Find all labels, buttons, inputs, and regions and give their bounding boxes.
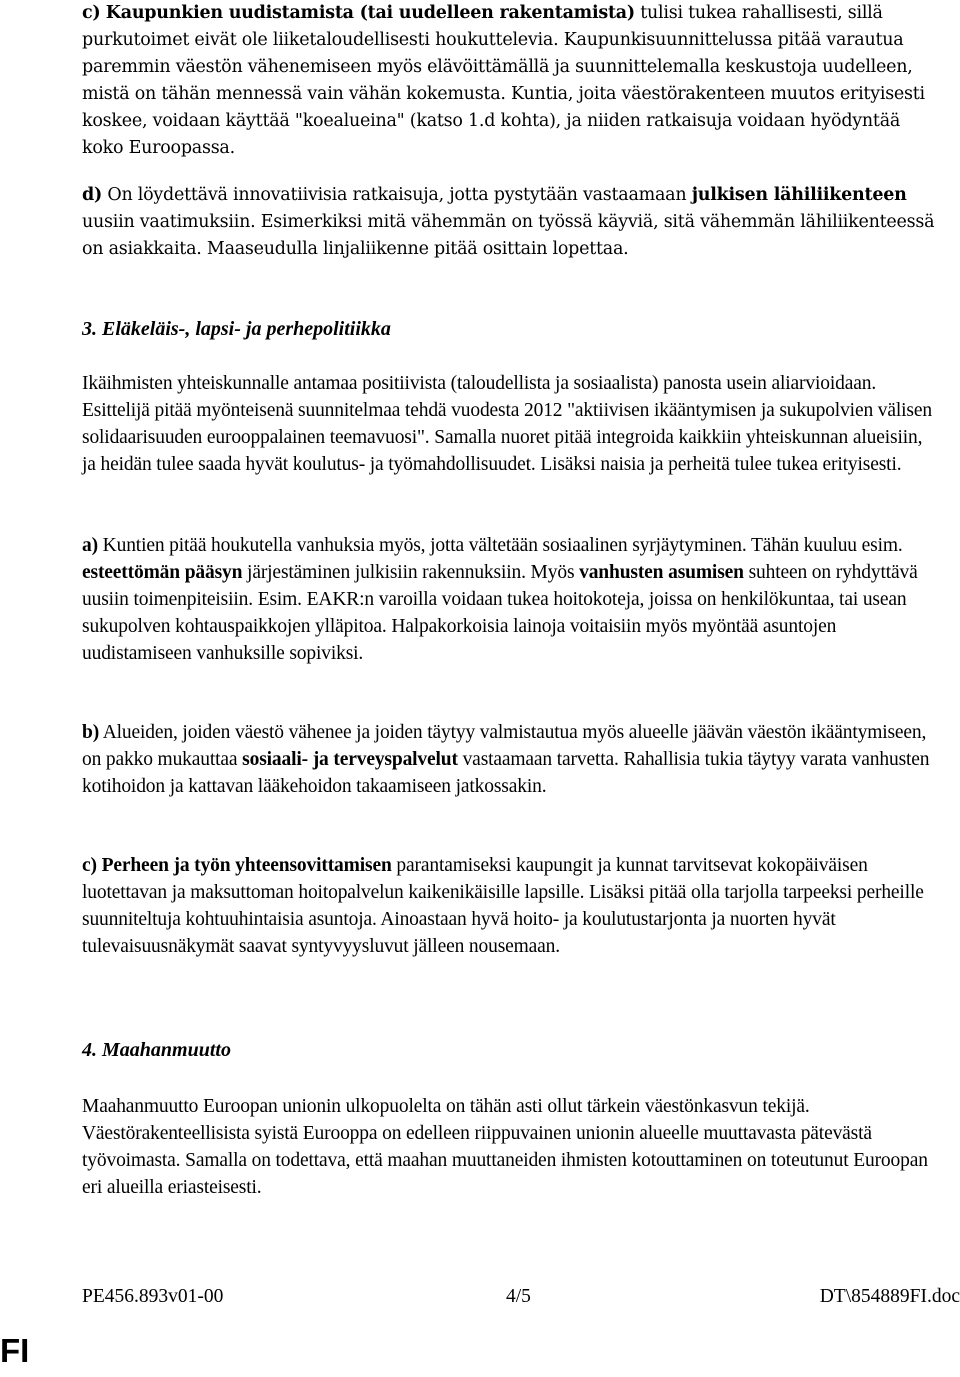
paragraph-b-services — [82, 719, 938, 800]
paragraph-text: suhteen on ryhdyttävä uusiin toimenpiteisiin. Esim. EAKR:n varoilla voidaan tukea hoitokoteja, joissa on henkilökuntaa, tai usean sukupolven kohtauspaikkojen ylläpitoa. Halpakorkoisia lainoja voitaisiin myös myöntää asuntojen uudistamiseen vanhuksille sopiviksi. — [82, 562, 918, 664]
section-4-heading: 4. Maahanmuutto — [82, 1039, 231, 1061]
paragraph-a-elderly — [82, 532, 938, 667]
paragraph-text: parantamiseksi kaupungit ja kunnat tarvitsevat kokopäiväisen luotettavan ja maksuttoman hoitopalvelun kaikenikäisille lapsille. Lisäksi pitää olla tarjolla tarpeeksi perheille suunniteltuja kohtuuhintaisia asuntoja. Ainoastaan hyvä hoito- ja koulutustarjonta ja nuorten hyvät tulevaisuusnäkymät saavat syntyvyysluvut jälleen nousemaan. — [82, 855, 924, 957]
item-label: c) — [82, 3, 101, 23]
document-filename: DT\854889FI.doc — [819, 1286, 960, 1307]
paragraph-text: vastaamaan tarvetta. Rahallisia tukia täytyy varata vanhusten kotihoidon ja kattavan lääkehoidon takaamiseen jatkossakin. — [82, 749, 930, 797]
paragraph-text: Kuntien pitää houkutella vanhuksia myös, jotta vältetään sosiaalinen syrjäytyminen. Tähän kuuluu esim. — [97, 535, 903, 556]
section-3-heading: 3. Eläkeläis-, lapsi- ja perhepolitiikka — [82, 318, 391, 340]
language-code: FI — [0, 1332, 30, 1369]
item-label: c) — [82, 855, 97, 876]
paragraph-text: uusiin vaatimuksiin. Esimerkiksi mitä vähemmän on työssä käyviä, sitä vähemmän lähiliikenteessä on asiakkaita. Maaseudulla linjaliikenne pitää osittain lopettaa. — [82, 212, 935, 259]
section-4-text: Maahanmuutto Euroopan unionin ulkopuolelta on tähän asti ollut tärkein väestönkasvun tekijä. Väestörakenteellisista syistä Eurooppa on edelleen riippuvainen unionin alueelle muuttavasta pätevästä työvoimasta. Samalla on todettava, että maahan muuttaneiden ihmisten kotouttaminen on toteutunut Euroopan eri alueilla eriasteisesti. — [82, 1096, 928, 1198]
paragraph-text: järjestäminen julkisiin rakennuksiin. Myös — [242, 562, 580, 583]
paragraph-text: tulisi tukea rahallisesti, sillä purkutoimet eivät ole liiketaloudellisesti houkuttelevia. Kaupunkisuunnittelussa pitää varautua paremmin väestön vähenemiseen myös elävöittämällä ja suunnittelemalla keskustoja uudelleen, mistä on tähän mennessä vain vähän kokemusta. Kuntia, joita väestörakenteen muutos erityisesti koskee, voidaan käyttää "koealueina" (katso 1.d kohta), ja niiden ratkaisuja voidaan hyödyntää koko Euroopassa. — [82, 3, 925, 158]
section-3-intro: Ikäihmisten yhteiskunnalle antamaa positiivista (taloudellista ja sosiaalista) panosta usein aliarvioidaan. Esittelijä pitää myönteisenä suunnitelmaa tehdä vuodesta 2012 "aktiivisen ikääntymisen ja sukupolvien välisen solidaarisuuden eurooppalainen teemavuosi". Samalla nuoret pitää integroida kaikkiin yhteiskunnan alueisiin, ja heidän tulee saada hyvät koulutus- ja työmahdollisuudet. Lisäksi naisia ja perheitä tulee tukea erityisesti. — [82, 373, 932, 475]
page-number: 4/5 — [506, 1286, 531, 1307]
bold-phrase: julkisen lähiliikenteen — [691, 185, 907, 205]
bold-phrase: vanhusten asumisen — [579, 562, 744, 583]
bold-phrase: sosiaali- ja terveyspalvelut — [242, 749, 458, 770]
paragraph-text: On löydettävä innovatiivisia ratkaisuja, jotta pystytään vastaamaan — [102, 185, 692, 205]
item-label: a) — [82, 535, 98, 556]
item-label: b) — [82, 722, 100, 743]
paragraph-d-public-transport — [82, 182, 938, 263]
item-label: d) — [82, 185, 103, 205]
bold-phrase: Perheen ja työn yhteensovittamisen — [101, 855, 392, 876]
bold-phrase: Kaupunkien uudistamista (tai uudelleen rakentamista) — [105, 3, 635, 23]
paragraph-text: Alueiden, joiden väestö vähenee ja joiden täytyy valmistautua myös alueelle jäävän väestön ikääntymiseen, on pakko mukauttaa — [82, 722, 927, 770]
document-reference: PE456.893v01-00 — [82, 1286, 224, 1307]
bold-phrase: esteettömän pääsyn — [82, 562, 243, 583]
paragraph-c-urban-renewal — [82, 0, 938, 162]
paragraph-c-family — [82, 852, 938, 960]
